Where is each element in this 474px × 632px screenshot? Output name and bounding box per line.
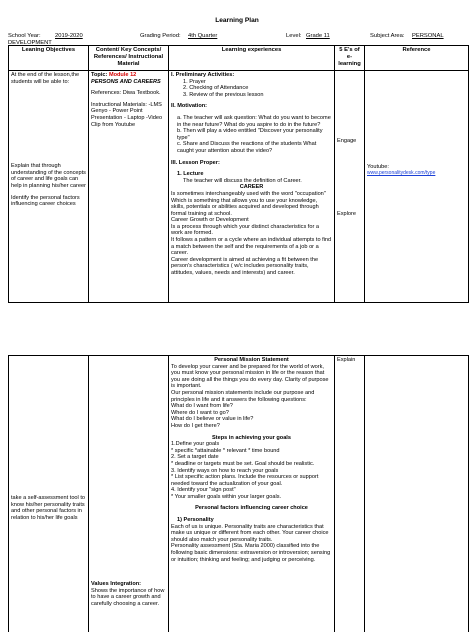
learning-plan-table-1 [8, 45, 469, 303]
school-year-label: School Year: [8, 33, 41, 39]
mission-heading: Personal Mission Statement [214, 357, 289, 363]
e-explain: Explain [337, 357, 356, 363]
school-year: 2019-2020 [55, 33, 83, 39]
growth-text: Is a process through which your distinct characteristics for a work are formed. [171, 223, 319, 237]
subject-value: PERSONAL [412, 33, 444, 39]
level-value: Grade 11 [306, 33, 330, 39]
page-1 [0, 0, 474, 305]
step-item: 3. Identify ways on how to reach your goals [171, 467, 279, 474]
topic-label: Topic: [91, 72, 108, 78]
growth-text-3: Career development is aimed at achieving a fit between the person's characteristics ( w/c includes personality traits, attitudes, values, needs and interests) and career. [171, 256, 319, 277]
lecture-heading: 1. Lecture [177, 171, 204, 178]
section-lesson-proper: III. Lesson Proper: [171, 159, 220, 166]
objectives-cell [9, 71, 89, 303]
e-cell-2 [335, 356, 365, 632]
objective-explain: Explain that through understanding of the concepts of career and life goals can help in planning his/her career [11, 163, 86, 189]
question-item: Where do I want to go? [171, 409, 229, 416]
factors-heading: Personal factors influencing career choice [195, 505, 308, 512]
e-engage: Engage [337, 138, 357, 144]
grading-value: 4th Quarter [188, 33, 218, 39]
references-text: References: Diwa Textbook. [91, 90, 161, 97]
topic-name: PERSONS AND CAREERS [91, 78, 161, 85]
e-explore: Explore [337, 210, 356, 217]
section-preliminary: I. Preliminary Activities: [171, 72, 235, 78]
prelim-item: 2. Checking of Attendance [183, 85, 249, 92]
personality-text: Each of us is unique. Personality traits are characteristics that make us unique or different from each other. Your career choice should also match your personality traits. [171, 523, 329, 543]
col-5es: 5 E's of e-learning [335, 46, 365, 71]
section-motivation: II. Motivation: [171, 103, 208, 110]
col-experiences: Learning experiences [169, 46, 335, 71]
objective-identify: Identify the personal factors influencing career choices [11, 194, 80, 208]
motivation-c: c. Share and Discuss the reactions of the students What caught your attention about the video? [177, 141, 317, 154]
objectives-cell-2 [9, 356, 89, 632]
mission-text: To develop your career and be prepared for the world of work, you must know your personal mission in life or the reason that you are doing all the things you do every day. Clarity of purpose is important. [171, 363, 329, 390]
personality-heading: 1) Personality [177, 517, 214, 524]
step-item: * deadline or targets must be set. Goal should be realistic. [171, 460, 315, 467]
col-objectives: Leaning Objectives [9, 46, 89, 71]
col-content: Content/ Key Concepts/ References/ Instructional Material [89, 46, 169, 71]
topic-module: Module 12 [108, 72, 137, 78]
question-item: How do I get there? [171, 422, 220, 429]
reference-cell-2 [365, 356, 469, 632]
question-item: What do I believe or value in life? [171, 416, 254, 423]
subject-value-cont: DEVELOPMENT [8, 40, 52, 46]
personality-text-2: Personality assessment (Sta. Maria 2000) classified into the following basic dimensions: extraversion or introversion; sensing or intuition; thinking and feeling; and judging or perceiving. [171, 543, 331, 563]
reference-cell [365, 71, 469, 303]
learning-plan-table-2 [8, 355, 469, 632]
page-gap [0, 305, 474, 355]
grading-label: Grading Period: [140, 33, 181, 39]
growth-text-2: It follows a pattern or a cycle where an individual attempts to find a match between the self and the requirements of a job or a career. [171, 237, 332, 257]
objective-assessment: take a self-assessment tool to know his/her personality traits and other personal factors in relation to his/her life goals [11, 495, 85, 521]
experiences-cell [169, 71, 335, 303]
ref-link[interactable]: www.personalitydesk.com/type [367, 169, 436, 176]
e-cell [335, 71, 365, 303]
step-item: 4. Identify your "sign post" [171, 487, 236, 494]
objective-intro: At the end of the lesson,the students will be able to: [11, 72, 80, 85]
experiences-cell-2 [169, 356, 335, 632]
step-item: * List specific action plans. Include the resources or support needed toward the actualization of your goal. [171, 474, 319, 487]
col-reference: Reference [365, 46, 469, 71]
prelim-item: 3. Review of the previous lesson [183, 91, 264, 98]
content-cell-2 [89, 356, 169, 632]
step-item: 1.Define your goals [171, 441, 220, 448]
lecture-desc: The teacher will discuss the definition of Career. [183, 177, 302, 184]
steps-heading: Steps in achieving your goals [212, 434, 291, 441]
career-text: Is sometimes interchangeably used with the word "occupation" Which is something that allows you to use your knowledge, skills, potentials or abilities acquired and developed through formal training at school. [171, 190, 326, 217]
step-item: * specific *attainable * relevant * time bound [171, 447, 280, 454]
level-label: Level: [286, 33, 302, 39]
growth-heading: Career Growth or Development [171, 217, 249, 224]
content-cell [89, 71, 169, 303]
subject-label: Subject Area: [370, 33, 405, 39]
prelim-item: 1. Prayer [183, 78, 206, 85]
motivation-b: b. Then will play a video entitled "Discover your personality type" [177, 128, 323, 141]
step-item: 2. Set a target date [171, 454, 219, 461]
doc-title: Learning Plan [215, 17, 259, 24]
values-text: Shows the importance of how to have a career growth and carefully choosing a career. [91, 587, 165, 607]
mission-text-2: Our personal mission statements include our purpose and principles in life and it answers the following questions: [171, 389, 315, 403]
ref-youtube-label: Youtube: [367, 164, 389, 170]
page-2 [0, 355, 474, 632]
materials-text: Instructional Materials: -LMS Genyo - Power Point Presentation - Laptop -Video Clip from Youtube [91, 101, 163, 128]
career-heading: CAREER [239, 184, 264, 191]
motivation-a: a. The teacher will ask question: What do you want to become in the near future? What do you aspire to do in the future? [177, 114, 331, 128]
step-item: * Your smaller goals within your larger goals. [171, 493, 282, 500]
values-heading: Values Integration: [91, 581, 142, 587]
question-item: What do I want from life? [171, 403, 233, 410]
